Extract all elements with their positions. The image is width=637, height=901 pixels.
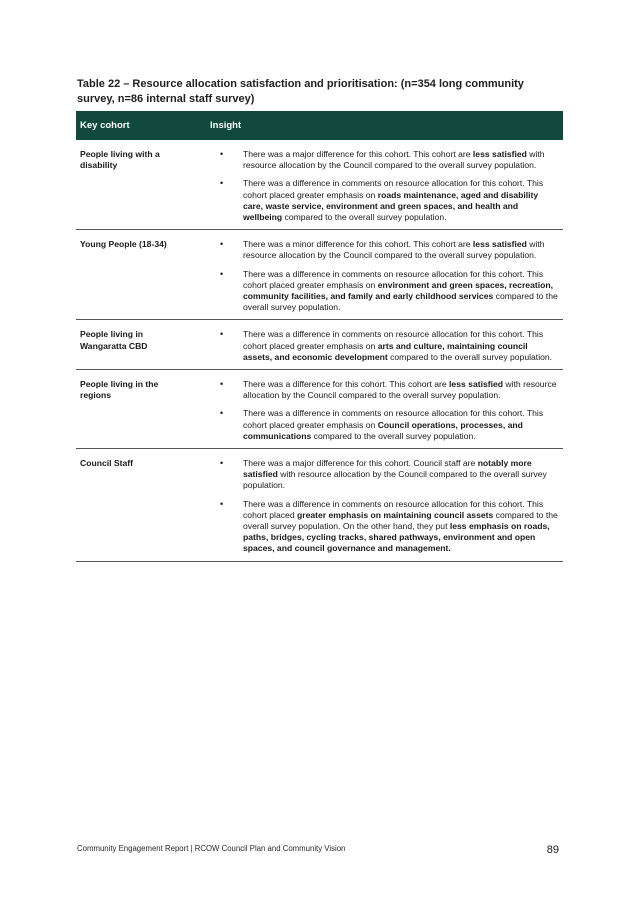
insight-list [196,329,559,363]
insight-list [196,239,559,313]
insight-bullet [196,408,559,442]
bullet-dot-icon: • [220,329,224,340]
bullet-dot-icon: • [220,239,224,250]
insight-bullet [196,239,559,261]
table-row [76,230,563,320]
cohort-cell: People living in the regions [76,370,196,449]
insight-text: with resource allocation by the Council compared to the overall survey population. [243,239,545,261]
insight-text: There was a major difference for this cohort. Council staff are [243,458,478,469]
insight-emphasis: notably more satisfied [243,458,532,480]
insight-cell [196,140,563,230]
table-body [76,140,563,561]
header-insight: Insight [196,111,563,140]
insight-bullet [196,379,559,401]
insight-cell [196,230,563,320]
table-row [76,140,563,230]
insight-text: There was a difference in comments on resource allocation for this cohort. This cohort placed greater emphasis on [243,178,544,200]
table-caption: Table 22 – Resource allocation satisfaction and prioritisation: (n=354 long community survey, n=86 internal staff survey) [77,78,524,105]
bullet-dot-icon: • [220,498,224,509]
header-key-cohort: Key cohort [76,111,196,140]
bullet-dot-icon: • [220,408,224,419]
insight-text: compared to the overall survey population. On the other hand, they put [243,509,558,532]
insight-bullet [196,499,559,555]
bullet-dot-icon: • [220,178,224,189]
insight-bullet [196,458,559,492]
page-number: 89 [546,844,559,856]
insight-text: There was a major difference for this cohort. This cohort are [243,149,473,159]
insight-cell [196,320,563,370]
insight-text: There was a minor difference for this cohort. This cohort are [243,239,473,250]
insight-text: There was a difference in comments on resource allocation for this cohort. This cohort placed greater emphasis on [243,329,544,351]
insight-bullet [196,329,559,363]
table-header-row [76,111,563,140]
insight-text: compared to the overall survey population. [243,291,558,313]
table-row [76,320,563,370]
insight-emphasis: Council operations, processes, and communications [243,419,523,441]
insight-text: with resource allocation by the Council compared to the overall survey population. [243,379,557,401]
cohort-cell: People living with a disability [76,140,196,230]
insight-emphasis: less satisfied [449,379,504,390]
insight-cell [196,449,563,562]
insight-bullet [196,269,559,314]
insight-cell [196,370,563,449]
cohort-insight-table [76,111,563,562]
insight-emphasis: less satisfied [472,239,527,250]
insight-emphasis: less emphasis on roads, paths, bridges, cycling tracks, shared pathways, environment and open spaces, and council governance and management. [243,521,550,554]
bullet-dot-icon: • [220,379,224,390]
bullet-dot-icon: • [220,458,224,469]
cohort-cell: Young People (18-34) [76,230,196,320]
insight-text: There was a difference in comments on resource allocation for this cohort. This cohort placed greater emphasis on [243,408,544,430]
table-row [76,449,563,562]
bullet-dot-icon: • [220,149,224,159]
footer-text: Community Engagement Report | RCOW Council Plan and Community Vision [77,844,346,853]
insight-text: with resource allocation by the Council compared to the overall survey population. [243,149,545,171]
insight-bullet [196,149,559,171]
insight-bullet [196,178,559,223]
insight-text: with resource allocation by the Council compared to the overall survey population. [243,469,547,491]
bullet-dot-icon: • [220,268,224,279]
insight-text: compared to the overall survey population. [311,430,476,441]
insight-text: There was a difference in comments on resource allocation for this cohort. This cohort placed [243,498,544,520]
insight-emphasis: greater emphasis on maintaining council assets [296,509,494,520]
insight-list [196,149,559,223]
insight-list [196,379,559,442]
table-row [76,370,563,449]
insight-text: compared to the overall survey population. [387,351,553,362]
insight-list [196,458,559,555]
insight-emphasis: less satisfied [472,149,527,159]
insight-text: There was a difference for this cohort. This cohort are [243,379,450,390]
insight-emphasis: environment and green spaces, recreation, community facilities, and family and early childhood services [243,279,553,302]
cohort-cell: Council Staff [76,449,196,562]
insight-emphasis: arts and culture, maintaining council assets, and economic development [243,340,528,362]
insight-text: compared to the overall survey population. [282,212,447,223]
insight-emphasis: roads maintenance, aged and disability care, waste service, environment and green spaces, and health and wellbeing [243,189,539,223]
insight-text: There was a difference in comments on resource allocation for this cohort. This cohort placed greater emphasis on [243,268,544,290]
cohort-cell: People living in Wangaratta CBD [76,320,196,370]
